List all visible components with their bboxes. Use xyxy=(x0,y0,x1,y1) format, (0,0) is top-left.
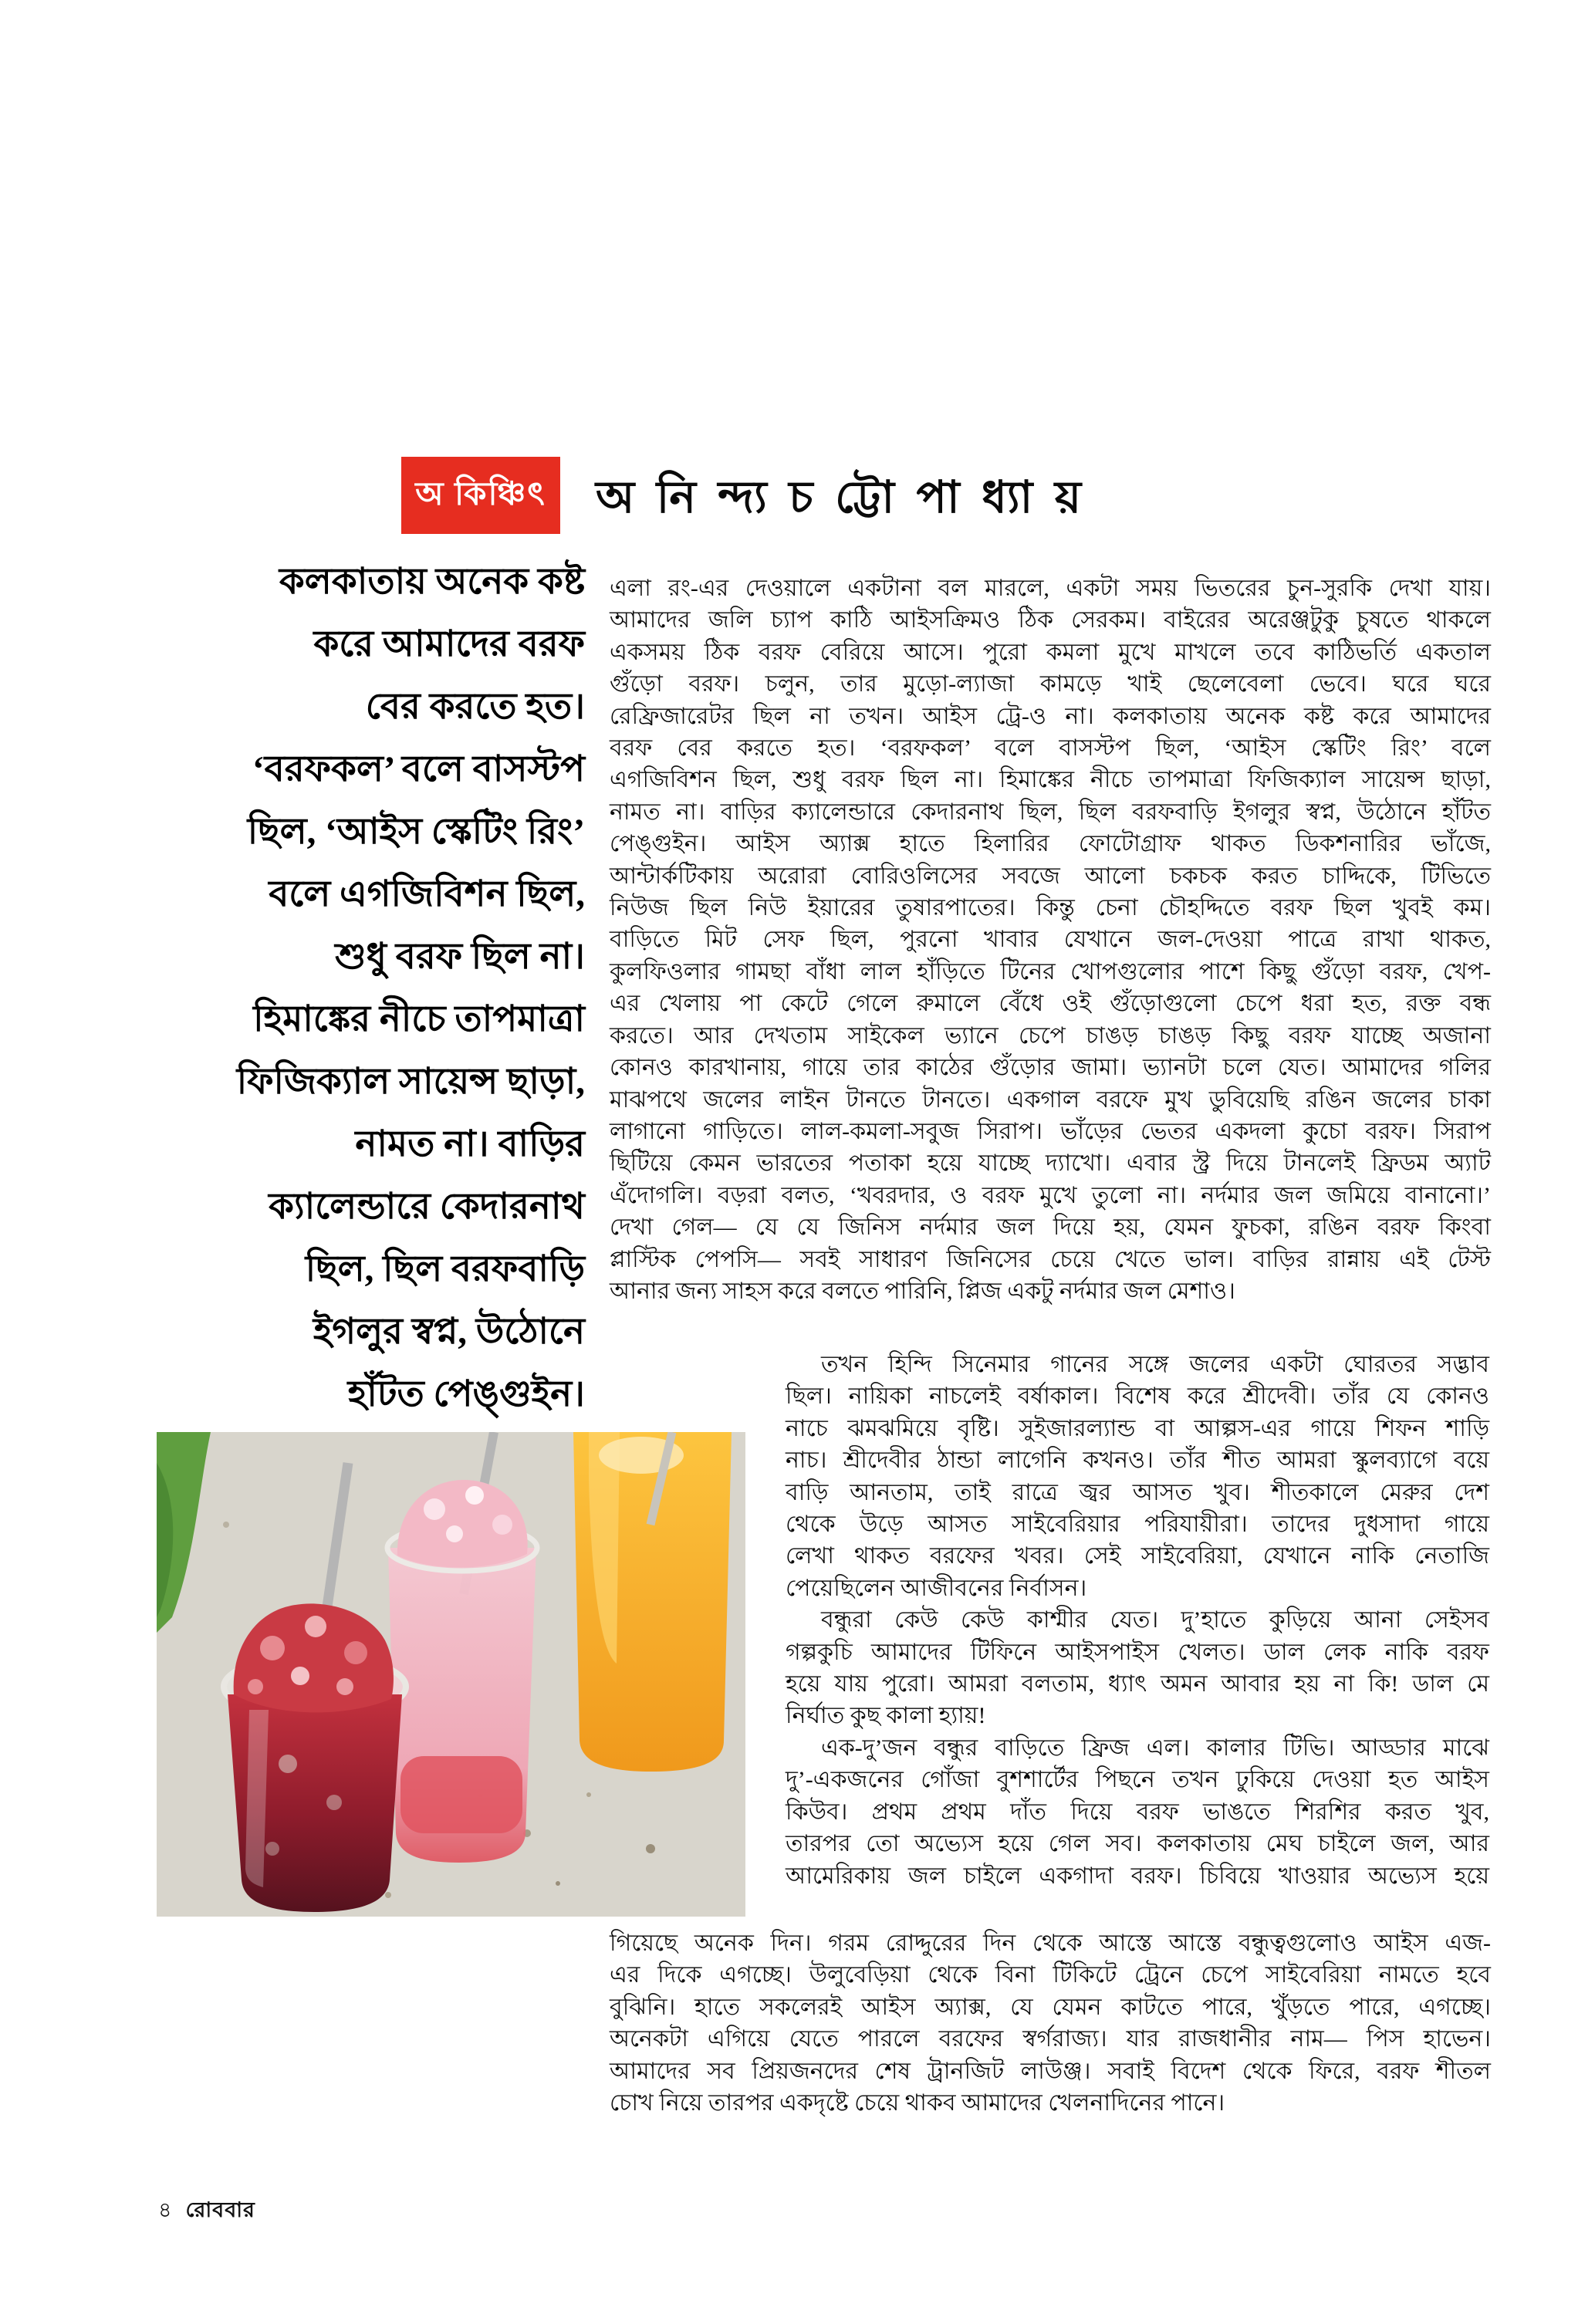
article-photo xyxy=(157,1432,745,1917)
text-line: কোনও কারখানায়, গায়ে তার কাঠের গুঁড়োর জামা। ভ্যানটা চলে যেত। আমাদের গলির xyxy=(610,1055,1491,1081)
text-line: এর খেলায় পা কেটে গেলে রুমালে বেঁধে ওই গুঁড়োগুলো চেপে ধরা হত, রক্ত বন্ধ xyxy=(610,991,1491,1017)
text-line: বরফ বের করতে হত। ‘বরফকল’ বলে বাসস্টপ ছিল, ‘আইস স্কেটিং রিং’ বলে xyxy=(610,735,1491,762)
text-line: বাড়িতে মিট সেফ ছিল, পুরনো খাবার যেখানে জল-দেওয়া পাত্রে রাখা থাকত, xyxy=(610,927,1491,953)
orange-drink-cup xyxy=(573,1432,732,1772)
text-line: পেয়েছিলেন আজীবনের নির্বাসন। xyxy=(786,1575,1087,1601)
text-line: গুঁড়ো বরফ। চলুন, তার মুড়ো-ল্যাজা কামড়ে খাই ছেলেবেলা ভেবে। ঘরে ঘরে xyxy=(610,671,1491,698)
body-paragraph-closing xyxy=(610,1927,1491,2119)
text-line: এঁদোগলি। বড়রা বলত, ‘খবরদার, ও বরফ মুখে তুলো না। নর্দমার জল জমিয়ে বানানো।’ xyxy=(610,1182,1491,1208)
text-line: ক্যালেন্ডারে কেদারনাথ xyxy=(269,1187,585,1227)
text-line: হাঁটত পেঙ্গুইন। xyxy=(347,1374,585,1414)
body-paragraph-memories xyxy=(786,1349,1489,1604)
body-wrapped-column xyxy=(786,1349,1489,1892)
text-line: লাগানো গাড়িতে। লাল-কমলা-সবুজ সিরাপ। ভাঁড়ের ভেতর একদলা কুচো বরফ। সিরাপ xyxy=(610,1118,1491,1144)
text-line: বাড়ি আনতাম, তাই রাত্রে জ্বর আসত খুব। শীতকালে মেরুর দেশ xyxy=(786,1479,1489,1505)
text-line: গিয়েছে অনেক দিন। গরম রোদ্দুরের দিন থেকে আস্তে আস্তে বন্ধুত্বগুলোও আইস এজ- xyxy=(610,1930,1491,1956)
text-line: নিউজ ছিল নিউ ইয়ারের তুষারপাতের। কিন্তু চেনা চৌহদ্দিতে বরফ ছিল খুবই কম। xyxy=(610,895,1491,921)
text-line: গল্পকুচি আমাদের টিফিনে আইসপাইস খেলত। ডাল লেক নাকি বরফ xyxy=(786,1639,1489,1665)
text-line: শুধু বরফ ছিল না। xyxy=(335,937,585,977)
text-line: পেঙ্গুইন। আইস অ্যাক্স হাতে হিলারির ফোটোগ্রাফ থাকত ডিকশনারির ভাঁজে, xyxy=(610,831,1491,857)
text-line: এর দিকে এগচ্ছে। উলুবেড়িয়া থেকে বিনা টিকিটে ট্রেনে চেপে সাইবেরিয়া নামতে হবে xyxy=(610,1962,1491,1988)
body-paragraph-intro xyxy=(610,573,1491,1307)
text-line: বুঝিনি। হাতে সকলেরই আইস অ্যাক্স, যে যেমন কাটতে পারে, খুঁড়তে পারে, এগচ্ছে। xyxy=(610,1994,1491,2020)
text-line: প্লাস্টিক পেপসি— সবই সাধারণ জিনিসের চেয়ে খেতে ভাল। বাড়ির রান্নায় এই টেস্ট xyxy=(610,1246,1491,1272)
text-line: মাঝপথে জলের লাইন টানতে টানতে। একগাল বরফে মুখ ডুবিয়েছি রঙিন জলের চাকা xyxy=(610,1086,1491,1113)
text-line: তখন হিন্দি সিনেমার গানের সঙ্গে জলের একটা ঘোরতর সদ্ভাব xyxy=(821,1352,1489,1377)
body-paragraph-kashmir xyxy=(786,1604,1489,1732)
text-line: করে আমাদের বরফ xyxy=(313,624,585,664)
text-line: তারপর তো অভ্যেস হয়ে গেল সব। কলকাতায় মেঘ চাইলে জল, আর xyxy=(786,1831,1489,1857)
text-line: বন্ধুরা কেউ কেউ কাশ্মীর যেত। দু’হাতে কুড়িয়ে আনা সেইসব xyxy=(821,1607,1489,1633)
text-line: ফিজিক্যাল সায়েন্স ছাড়া, xyxy=(236,1062,585,1102)
text-line: এগজিবিশন ছিল, শুধু বরফ ছিল না। হিমাঙ্কের নীচে তাপমাত্রা ফিজিক্যাল সায়েন্স ছাড়া, xyxy=(610,767,1491,793)
section-badge: অ কিঞ্চিৎ xyxy=(401,457,560,534)
text-line: অনেকটা এগিয়ে যেতে পারলে বরফের স্বর্গরাজ্য। যার রাজধানীর নাম— পিস হাভেন। xyxy=(610,2026,1491,2052)
text-line: নামত না। বাড়ির xyxy=(355,1124,585,1164)
text-line: নাচ। শ্রীদেবীর ঠান্ডা লাগেনি কখনও। তাঁর শীত আমরা স্কুলব্যাগে বয়ে xyxy=(786,1447,1489,1474)
text-line: নাচে ঝমঝমিয়ে বৃষ্টি। সুইজারল্যান্ড বা আল্পস-এর গায়ে শিফন শাড়ি xyxy=(786,1415,1489,1441)
body-paragraph-fridge xyxy=(786,1732,1489,1892)
text-line: আমাদের সব প্রিয়জনদের শেষ ট্রানজিট লাউঞ্জ। সবাই বিদেশ থেকে ফিরে, বরফ শীতল xyxy=(610,2058,1491,2084)
text-line: রেফ্রিজারেটর ছিল না তখন। আইস ট্রে-ও না। কলকাতায় অনেক কষ্ট করে আমাদের xyxy=(610,703,1491,729)
text-line: চোখ নিয়ে তারপর একদৃষ্টে চেয়ে থাকব আমাদের খেলনাদিনের পানে। xyxy=(610,2090,1225,2116)
text-line: নামত না। বাড়ির ক্যালেন্ডারে কেদারনাথ ছিল, ছিল বরফবাড়ি ইগলুর স্বপ্ন, উঠোনে হাঁটত xyxy=(610,799,1491,825)
text-line: এক-দু’জন বন্ধুর বাড়িতে ফ্রিজ এল। কালার টিভি। আড্ডার মাঝে xyxy=(821,1735,1489,1761)
author-byline: অ নি ন্দ্য চ ট্টো পা ধ্যা য় xyxy=(596,472,1087,522)
text-line: দু’-একজনের গোঁজা বুশশার্টের পিছনে তখন ঢুকিয়ে দেওয়া হত আইস xyxy=(786,1767,1489,1793)
text-line: ছিল, ছিল বরফবাড়ি xyxy=(305,1249,585,1289)
text-line: ছিল, ‘আইস স্কেটিং রিং’ xyxy=(247,812,585,852)
pull-quote xyxy=(108,551,585,1426)
text-line: দেখা গেল— যে যে জিনিস নর্দমার জল দিয়ে হয়, যেমন ফুচকা, রঙিন বরফ কিংবা xyxy=(610,1214,1491,1241)
text-line: আনার জন্য সাহস করে বলতে পারিনি, প্লিজ একটু নর্দমার জল মেশাও। xyxy=(610,1278,1235,1304)
text-line: হিমাঙ্কের নীচে তাপমাত্রা xyxy=(253,999,585,1039)
text-line: লেখা থাকত বরফের খবর। সেই সাইবেরিয়া, যেখানে নাকি নেতাজি xyxy=(786,1543,1489,1569)
slush-photo-illustration xyxy=(157,1432,745,1917)
text-line: বলে এগজিবিশন ছিল, xyxy=(269,874,585,914)
page-number: ৪ xyxy=(158,2198,172,2221)
text-line: ইগলুর স্বপ্ন, উঠোনে xyxy=(313,1312,585,1352)
text-line: কুলফিওলার গামছা বাঁধা লাল হাঁড়িতে টিনের খোপগুলোর পাশে কিছু গুঁড়ো বরফ, খেপ- xyxy=(610,958,1491,985)
text-line: কিউব। প্রথম প্রথম দাঁত দিয়ে বরফ ভাঙতে শিরশির করত খুব, xyxy=(786,1799,1489,1825)
text-line: আমেরিকায় জল চাইলে একগাদা বরফ। চিবিয়ে খাওয়ার অভ্যেস হয়ে xyxy=(786,1863,1489,1889)
text-line: ছিটিয়ে কেমন ভারতের পতাকা হয়ে যাচ্ছে দ্যাখো। এবার স্ট্র দিয়ে টানলেই ফ্রিডম অ্যাট xyxy=(610,1150,1491,1177)
text-line: হয়ে যায় পুরো। আমরা বলতাম, ধ্যাৎ অমন আবার হয় না কি! ডাল মে xyxy=(786,1671,1489,1697)
text-line: ‘বরফকল’ বলে বাসস্টপ xyxy=(252,749,585,789)
text-line: থেকে উড়ে আসত সাইবেরিয়ার পরিযায়ীরা। তাদের দুধসাদা গায়ে xyxy=(786,1512,1489,1538)
text-line: এলা রং-এর দেওয়ালে একটানা বল মারলে, একটা সময় ভিতরের চুন-সুরকি দেখা যায়। xyxy=(610,576,1491,601)
text-line: নির্ঘাত কুছ কালা হ্যায়! xyxy=(786,1703,986,1729)
magazine-name: রোববার xyxy=(185,2198,255,2221)
text-line: আমাদের জলি চ্যাপ কাঠি আইসক্রিমও ঠিক সেরকম। বাইরের অরেঞ্জটুকু চুষতে থাকলে xyxy=(610,607,1491,633)
text-line: একসময় ঠিক বরফ বেরিয়ে আসে। পুরো কমলা মুখে মাখলে তবে কাঠিভর্তি একতাল xyxy=(610,639,1491,665)
text-line: ছিল। নায়িকা নাচলেই বর্ষাকাল। বিশেষ করে শ্রীদেবী। তাঁর যে কোনও xyxy=(786,1383,1489,1410)
page-footer xyxy=(158,2194,255,2229)
text-line: আন্টার্কটিকায় অরোরা বোরিওলিসের সবজে আলো চকচক করত চাদ্দিকে, টিভিতে xyxy=(610,863,1491,889)
text-line: বের করতে হত। xyxy=(365,687,585,727)
text-line: করতে। আর দেখতাম সাইকেল ভ্যানে চেপে চাঙড় চাঙড় কিছু বরফ যাচ্ছে অজানা xyxy=(610,1022,1491,1049)
text-line: কলকাতায় অনেক কষ্ট xyxy=(279,562,585,602)
